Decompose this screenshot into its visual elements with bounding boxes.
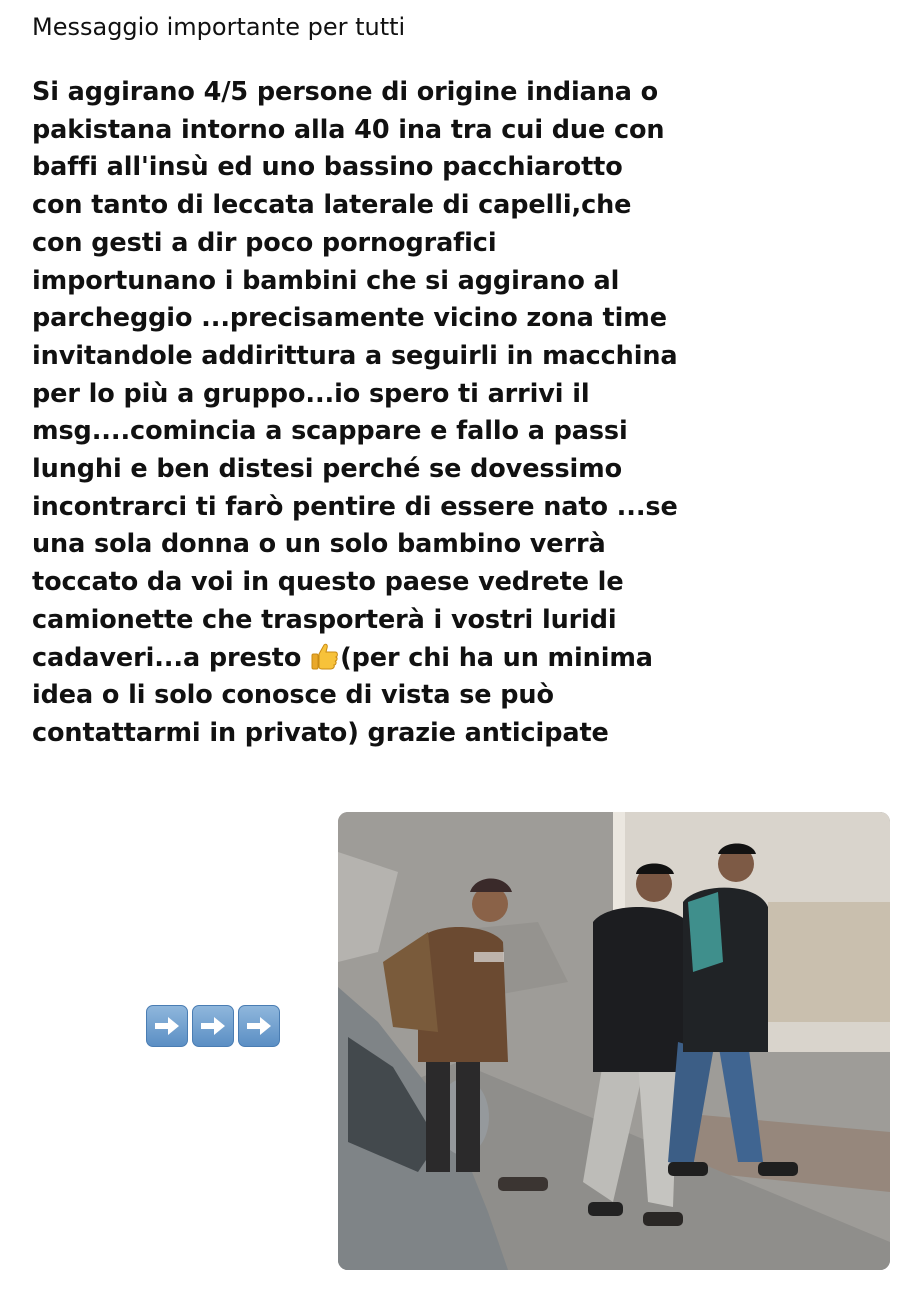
arrow-emoji-row [146, 1005, 280, 1047]
body-line: idea o li solo conosce di vista se può [32, 680, 554, 711]
body-line-part: (per chi ha un minima [340, 642, 653, 673]
body-line: parcheggio ...precisamente vicino zona time [32, 303, 667, 334]
right-arrow-icon [238, 1005, 280, 1047]
right-arrow-icon [146, 1005, 188, 1047]
body-line: lunghi e ben distesi perché se dovessimo [32, 454, 623, 485]
street-photo [338, 812, 890, 1270]
body-line: pakistana intorno alla 40 ina tra cui due con [32, 114, 665, 145]
body-line: camionette che trasporterà i vostri luridi [32, 604, 617, 635]
body-line: con tanto di leccata laterale di capelli,che [32, 190, 632, 221]
thumbs-up-icon [310, 642, 340, 670]
right-arrow-icon [192, 1005, 234, 1047]
body-line-emoji [32, 640, 902, 678]
body-line: con gesti a dir poco pornografici [32, 227, 497, 258]
body-line-part: cadaveri...a presto [32, 642, 311, 673]
body-line: msg....comincia a scappare e fallo a passi [32, 416, 628, 447]
post-text [32, 12, 902, 753]
post-body [32, 74, 902, 753]
body-line: incontrarci ti farò pentire di essere nato ...se [32, 491, 678, 522]
body-line: baffi all'insù ed uno bassino pacchiarotto [32, 152, 623, 183]
body-line: toccato da voi in questo paese vedrete le [32, 567, 624, 598]
body-line: per lo più a gruppo...io spero ti arrivi il [32, 378, 590, 409]
post-title: Messaggio importante per tutti [32, 13, 406, 41]
body-line: Si aggirano 4/5 persone di origine indiana o [32, 77, 659, 107]
body-line: contattarmi in privato) grazie anticipate [32, 717, 609, 748]
body-line: importunano i bambini che si aggirano al [32, 265, 620, 296]
body-line: una sola donna o un solo bambino verrà [32, 529, 606, 560]
body-line: invitandole addirittura a seguirli in macchina [32, 340, 678, 371]
